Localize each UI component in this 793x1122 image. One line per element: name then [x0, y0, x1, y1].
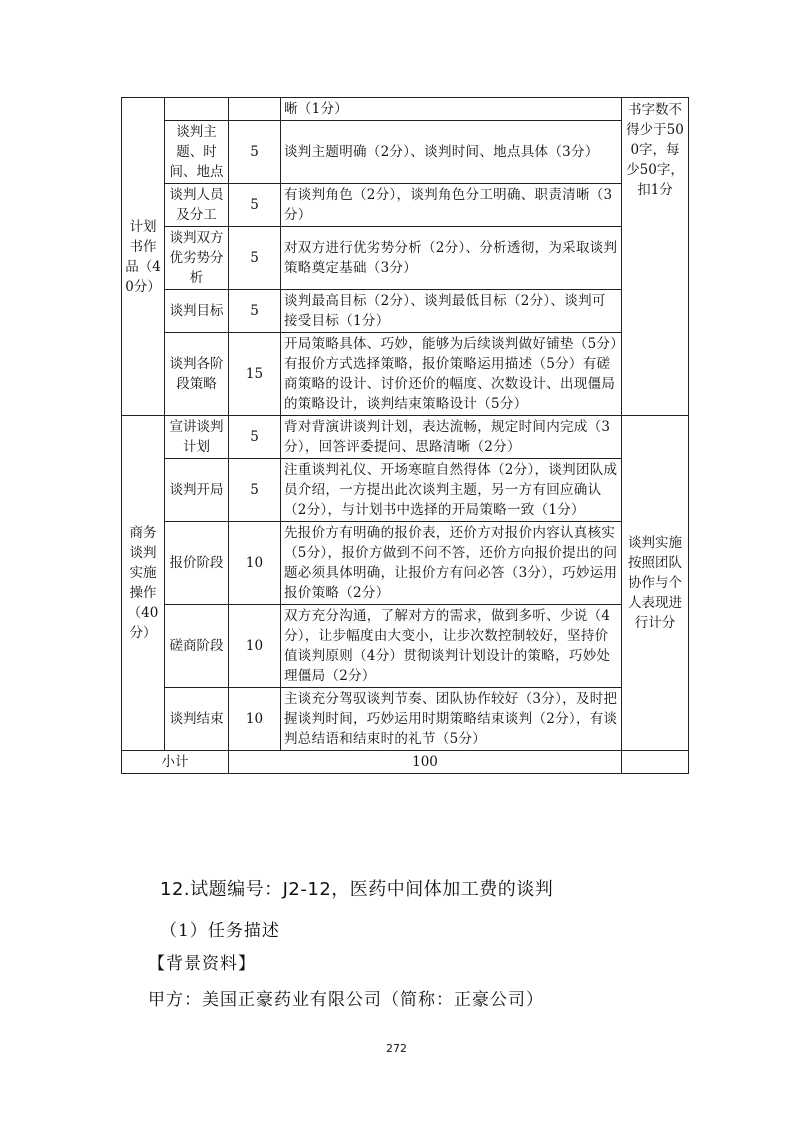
- table-row: [122, 688, 689, 751]
- table-row: [122, 522, 689, 605]
- table-row: [122, 184, 689, 227]
- section-cell-exec: 商务谈判实施操作（40分）: [122, 416, 165, 751]
- score-cell: 5: [229, 459, 281, 522]
- item-cell: 谈判结束: [165, 688, 229, 751]
- item-cell: 谈判双方优劣势分析: [165, 227, 229, 290]
- subtotal-value: 100: [229, 751, 622, 774]
- subtotal-label: 小计: [122, 751, 229, 774]
- criteria-cell: 注重谈判礼仪、开场寒暄自然得体（2分），谈判团队成员介绍，一方提出此次谈判主题，另一方有回应确认（2分），与计划书中选择的开局策略一致（1分）: [281, 459, 622, 522]
- score-cell: 5: [229, 290, 281, 333]
- score-cell: 10: [229, 522, 281, 605]
- criteria-cell: 晰（1分）: [281, 98, 622, 121]
- score-cell: 15: [229, 333, 281, 416]
- task-description-label: （1）任务描述: [160, 921, 280, 941]
- table-row: [122, 416, 689, 459]
- item-cell: 磋商阶段: [165, 605, 229, 688]
- item-cell: 谈判各阶段策略: [165, 333, 229, 416]
- table-row: [122, 333, 689, 416]
- item-cell: [165, 98, 229, 121]
- item-cell: 报价阶段: [165, 522, 229, 605]
- table-row: [122, 121, 689, 184]
- criteria-cell: 谈判最高目标（2分）、谈判最低目标（2分）、谈判可接受目标（1分）: [281, 290, 622, 333]
- score-cell: [229, 98, 281, 121]
- item-cell: 谈判目标: [165, 290, 229, 333]
- item-cell: 宣讲谈判计划: [165, 416, 229, 459]
- criteria-cell: 开局策略具体、巧妙，能够为后续谈判做好铺垫（5分）有报价方式选择策略，报价策略运用描述（5分）有磋商策略的设计、讨价还价的幅度、次数设计、出现僵局的策略设计，谈判结束策略设计（5分）: [281, 333, 622, 416]
- score-cell: 5: [229, 416, 281, 459]
- table-row: [122, 227, 689, 290]
- table-row: [122, 459, 689, 522]
- party-a-text: 甲方：美国正豪药业有限公司（简称：正豪公司）: [148, 990, 544, 1010]
- score-cell: 5: [229, 184, 281, 227]
- criteria-cell: 先报价方有明确的报价表，还价方对报价内容认真核实（5分），报价方做到不问不答，还价方向报价提出的问题必须具体明确，让报价方有问必答（3分），巧妙运用报价策略（2分）: [281, 522, 622, 605]
- score-cell: 10: [229, 605, 281, 688]
- criteria-cell: 对双方进行优劣势分析（2分）、分析透彻，为采取谈判策略奠定基础（3分）: [281, 227, 622, 290]
- note-cell-exec: 谈判实施按照团队协作与个人表现进行计分: [622, 416, 689, 751]
- criteria-cell: 有谈判角色（2分），谈判角色分工明确、职责清晰（3分）: [281, 184, 622, 227]
- item-cell: 谈判主题、时间、地点: [165, 121, 229, 184]
- table-row: [122, 98, 689, 121]
- criteria-cell: 双方充分沟通，了解对方的需求，做到多听、少说（4分），让步幅度由大变小，让步次数控制较好，坚持价值谈判原则（4分）贯彻谈判计划设计的策略，巧妙处理僵局（2分）: [281, 605, 622, 688]
- criteria-cell: 主谈充分驾驭谈判节奏、团队协作较好（3分），及时把握谈判时间，巧妙运用时期策略结束谈判（2分），有谈判总结语和结束时的礼节（5分）: [281, 688, 622, 751]
- table-row: [122, 290, 689, 333]
- note-cell-plan: 书字数不得少于500字，每少50字，扣1分: [622, 98, 689, 416]
- subtotal-row: [122, 751, 689, 774]
- background-label: 【背景资料】: [148, 954, 256, 974]
- scoring-table: [121, 97, 689, 774]
- score-cell: 10: [229, 688, 281, 751]
- section-cell-plan: 计划书作品（40分）: [122, 98, 165, 416]
- item-cell: 谈判开局: [165, 459, 229, 522]
- table-row: [122, 605, 689, 688]
- section-heading: 12.试题编号：J2-12，医药中间体加工费的谈判: [160, 879, 554, 900]
- subtotal-note: [622, 751, 689, 774]
- criteria-cell: 背对背演讲谈判计划，表达流畅，规定时间内完成（3分），回答评委提问、思路清晰（2分）: [281, 416, 622, 459]
- criteria-cell: 谈判主题明确（2分）、谈判时间、地点具体（3分）: [281, 121, 622, 184]
- page-number: 272: [386, 1042, 407, 1055]
- score-cell: 5: [229, 227, 281, 290]
- item-cell: 谈判人员及分工: [165, 184, 229, 227]
- score-cell: 5: [229, 121, 281, 184]
